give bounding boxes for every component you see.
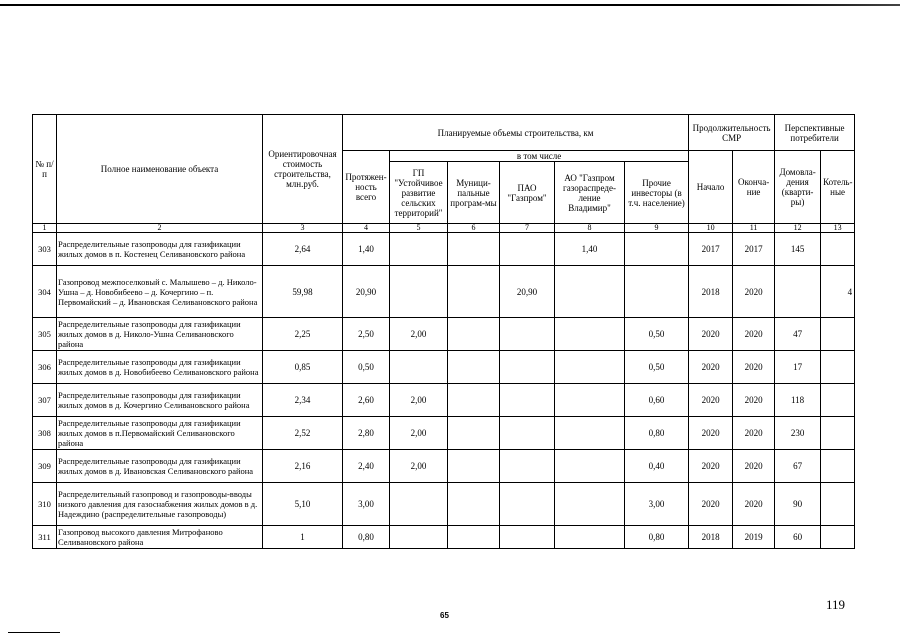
- end-cell: 2020: [733, 266, 775, 318]
- length-cell: 0,50: [343, 351, 390, 384]
- municipal-cell: [448, 266, 500, 318]
- gp-cell: [390, 526, 448, 549]
- start-cell: 2020: [689, 417, 733, 450]
- object-name: Распределительный газопровод и газопроводы-вводы низкого давления для газоснабжения жилых домов в д. Надеждино (распределительные газопроводы): [57, 483, 263, 526]
- households-cell: 145: [775, 233, 821, 266]
- ao-cell: [555, 417, 625, 450]
- ao-cell: [555, 351, 625, 384]
- boilers-cell: [821, 351, 855, 384]
- other-cell: 0,40: [625, 450, 689, 483]
- header-municipal: Муници-пальные програм-мы: [448, 162, 500, 224]
- table-row: [33, 266, 855, 318]
- other-cell: 0,50: [625, 318, 689, 351]
- column-number: 13: [821, 224, 855, 233]
- pao-cell: [500, 384, 555, 417]
- header-duration: Продолжительность СМР: [689, 115, 775, 151]
- start-cell: 2020: [689, 384, 733, 417]
- table-row: [33, 526, 855, 549]
- column-number: 10: [689, 224, 733, 233]
- table-row: [33, 384, 855, 417]
- gp-cell: 2,00: [390, 318, 448, 351]
- boilers-cell: [821, 450, 855, 483]
- other-cell: 0,60: [625, 384, 689, 417]
- households-cell: 47: [775, 318, 821, 351]
- gp-cell: 2,00: [390, 450, 448, 483]
- pao-cell: [500, 233, 555, 266]
- end-cell: 2020: [733, 318, 775, 351]
- column-number: 2: [57, 224, 263, 233]
- boilers-cell: [821, 417, 855, 450]
- ao-cell: [555, 318, 625, 351]
- length-cell: 2,40: [343, 450, 390, 483]
- pao-cell: [500, 318, 555, 351]
- column-number: 5: [390, 224, 448, 233]
- object-name: Распределительные газопроводы для газификации жилых домов в п. Костенец Селивановского района: [57, 233, 263, 266]
- length-cell: 20,90: [343, 266, 390, 318]
- municipal-cell: [448, 351, 500, 384]
- other-cell: 0,50: [625, 351, 689, 384]
- table-row: [33, 351, 855, 384]
- page-number-center: 65: [440, 611, 449, 620]
- row-number: 305: [33, 318, 57, 351]
- cost-cell: 1: [263, 526, 343, 549]
- end-cell: 2020: [733, 384, 775, 417]
- end-cell: 2020: [733, 450, 775, 483]
- pao-cell: [500, 526, 555, 549]
- header-no: № п/п: [33, 115, 57, 224]
- ao-cell: [555, 266, 625, 318]
- other-cell: [625, 233, 689, 266]
- gp-cell: [390, 233, 448, 266]
- boilers-cell: 4: [821, 266, 855, 318]
- length-cell: 2,50: [343, 318, 390, 351]
- cost-cell: 0,85: [263, 351, 343, 384]
- end-cell: 2017: [733, 233, 775, 266]
- object-name: Распределительные газопроводы для газификации жилых домов в д. Новобибеево Селивановского района: [57, 351, 263, 384]
- length-cell: 2,80: [343, 417, 390, 450]
- column-number: 4: [343, 224, 390, 233]
- ao-cell: 1,40: [555, 233, 625, 266]
- other-cell: 3,00: [625, 483, 689, 526]
- end-cell: 2019: [733, 526, 775, 549]
- ao-cell: [555, 483, 625, 526]
- pao-cell: 20,90: [500, 266, 555, 318]
- pao-cell: [500, 351, 555, 384]
- start-cell: 2017: [689, 233, 733, 266]
- header-households: Домовла-дения (кварти-ры): [775, 151, 821, 224]
- other-cell: 0,80: [625, 417, 689, 450]
- households-cell: 230: [775, 417, 821, 450]
- header-boilers: Котель-ные: [821, 151, 855, 224]
- column-number: 8: [555, 224, 625, 233]
- cost-cell: 5,10: [263, 483, 343, 526]
- object-name: Распределительные газопроводы для газификации жилых домов в п.Первомайский Селивановского района: [57, 417, 263, 450]
- ao-cell: [555, 526, 625, 549]
- start-cell: 2018: [689, 266, 733, 318]
- start-cell: 2020: [689, 351, 733, 384]
- header-other-investors: Прочие инвесторы (в т.ч. население): [625, 162, 689, 224]
- object-name: Распределительные газопроводы для газификации жилых домов в д. Николо-Ушна Селивановского района: [57, 318, 263, 351]
- table-body: [33, 233, 855, 549]
- boilers-cell: [821, 483, 855, 526]
- start-cell: 2020: [689, 483, 733, 526]
- page-number-right: 119: [826, 597, 846, 612]
- households-cell: 90: [775, 483, 821, 526]
- header-end: Оконча-ние: [733, 151, 775, 224]
- ao-cell: [555, 450, 625, 483]
- municipal-cell: [448, 233, 500, 266]
- start-cell: 2018: [689, 526, 733, 549]
- header-ao-gazprom: АО "Газпром газораспреде-ление Владимир": [555, 162, 625, 224]
- table-row: [33, 233, 855, 266]
- length-cell: 1,40: [343, 233, 390, 266]
- column-number: 12: [775, 224, 821, 233]
- object-name: Распределительные газопроводы для газификации жилых домов в д. Кочергино Селивановского района: [57, 384, 263, 417]
- end-cell: 2020: [733, 351, 775, 384]
- households-cell: 67: [775, 450, 821, 483]
- top-rule: [0, 4, 900, 6]
- header-consumers: Перспективные потребители: [775, 115, 855, 151]
- cost-cell: 2,16: [263, 450, 343, 483]
- row-number: 309: [33, 450, 57, 483]
- cost-cell: 2,64: [263, 233, 343, 266]
- table-row: [33, 483, 855, 526]
- households-cell: [775, 266, 821, 318]
- header-cost: Ориентировочная стоимость строительства, млн.руб.: [263, 115, 343, 224]
- municipal-cell: [448, 526, 500, 549]
- pao-cell: [500, 450, 555, 483]
- row-number: 306: [33, 351, 57, 384]
- boilers-cell: [821, 384, 855, 417]
- column-number: 6: [448, 224, 500, 233]
- column-number: 3: [263, 224, 343, 233]
- header-start: Начало: [689, 151, 733, 224]
- table-header: [33, 115, 855, 233]
- cost-cell: 2,34: [263, 384, 343, 417]
- municipal-cell: [448, 483, 500, 526]
- municipal-cell: [448, 417, 500, 450]
- cost-cell: 2,25: [263, 318, 343, 351]
- municipal-cell: [448, 384, 500, 417]
- row-number: 303: [33, 233, 57, 266]
- gp-cell: [390, 266, 448, 318]
- column-number: 1: [33, 224, 57, 233]
- column-number-row: [33, 224, 855, 233]
- gp-cell: 2,00: [390, 384, 448, 417]
- length-cell: 3,00: [343, 483, 390, 526]
- row-number: 307: [33, 384, 57, 417]
- object-name: Газопровод высокого давления Митрофаново Селивановского района: [57, 526, 263, 549]
- ao-cell: [555, 384, 625, 417]
- boilers-cell: [821, 526, 855, 549]
- end-cell: 2020: [733, 417, 775, 450]
- column-number: 7: [500, 224, 555, 233]
- header-pao-gazprom: ПАО "Газпром": [500, 162, 555, 224]
- start-cell: 2020: [689, 450, 733, 483]
- gp-cell: [390, 483, 448, 526]
- municipal-cell: [448, 318, 500, 351]
- boilers-cell: [821, 233, 855, 266]
- column-number: 9: [625, 224, 689, 233]
- boilers-cell: [821, 318, 855, 351]
- header-gp: ГП "Устойчивое развитие сельских территорий": [390, 162, 448, 224]
- header-including: в том числе: [390, 151, 689, 162]
- cost-cell: 2,52: [263, 417, 343, 450]
- bottom-left-rule: [8, 632, 60, 633]
- gp-cell: [390, 351, 448, 384]
- pao-cell: [500, 417, 555, 450]
- pao-cell: [500, 483, 555, 526]
- cost-cell: 59,98: [263, 266, 343, 318]
- length-cell: 2,60: [343, 384, 390, 417]
- row-number: 310: [33, 483, 57, 526]
- row-number: 304: [33, 266, 57, 318]
- header-planned-volumes: Планируемые объемы строительства, км: [343, 115, 689, 151]
- households-cell: 17: [775, 351, 821, 384]
- table-row: [33, 450, 855, 483]
- table-row: [33, 417, 855, 450]
- row-number: 308: [33, 417, 57, 450]
- gasification-table: [32, 114, 855, 549]
- other-cell: 0,80: [625, 526, 689, 549]
- header-length: Протяжен-ность всего: [343, 151, 390, 224]
- length-cell: 0,80: [343, 526, 390, 549]
- header-name: Полное наименование объекта: [57, 115, 263, 224]
- households-cell: 60: [775, 526, 821, 549]
- households-cell: 118: [775, 384, 821, 417]
- end-cell: 2020: [733, 483, 775, 526]
- object-name: Газопровод межпоселковый с. Малышево – д. Николо-Ушна – д. Новобибеево – д. Кочергино – п. Первомайский – д. Ивановская Селивановского района: [57, 266, 263, 318]
- row-number: 311: [33, 526, 57, 549]
- table-row: [33, 318, 855, 351]
- column-number: 11: [733, 224, 775, 233]
- gp-cell: 2,00: [390, 417, 448, 450]
- municipal-cell: [448, 450, 500, 483]
- start-cell: 2020: [689, 318, 733, 351]
- other-cell: [625, 266, 689, 318]
- object-name: Распределительные газопроводы для газификации жилых домов в д. Ивановская Селивановского района: [57, 450, 263, 483]
